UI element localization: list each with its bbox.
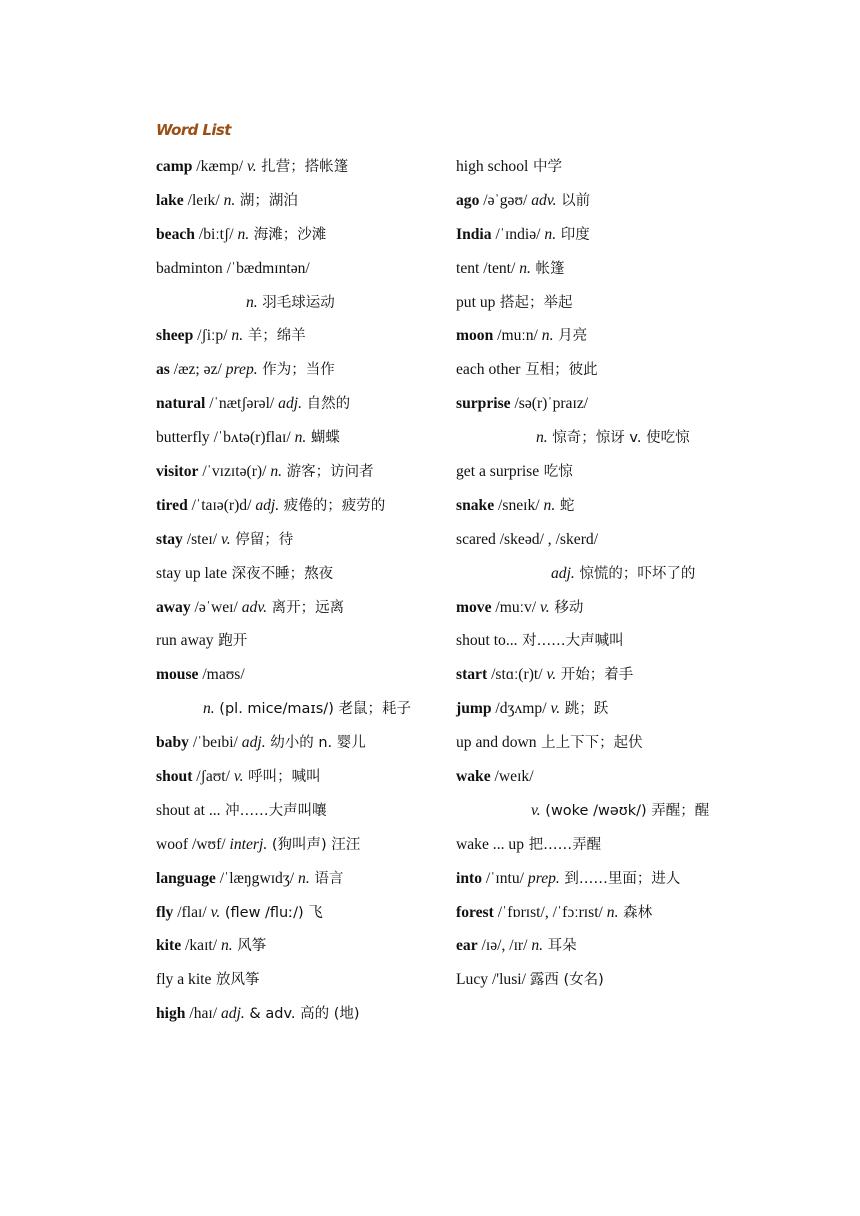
word-entry	[156, 830, 446, 864]
entry-part-of-speech: adv.	[241, 598, 268, 616]
entry-meaning: 互相；彼此	[520, 362, 598, 379]
entry-meaning: 深夜不睡；熬夜	[227, 565, 334, 582]
entry-word: stay up late	[156, 564, 228, 582]
entry-word: mouse	[156, 666, 199, 684]
entry-word: snake	[456, 496, 495, 514]
word-entry	[156, 423, 446, 457]
entry-word: beach	[156, 225, 195, 243]
word-entry	[156, 525, 446, 559]
entry-word: camp	[156, 158, 193, 175]
word-entry	[156, 220, 446, 254]
entry-word: fly a kite	[156, 971, 212, 989]
entry-meaning: 把……弄醒	[524, 836, 602, 853]
word-entry	[456, 389, 746, 423]
word-entry	[456, 457, 746, 491]
entry-meaning: 露西 (女名)	[529, 972, 604, 989]
entry-word: each other	[456, 361, 521, 379]
word-entry	[156, 254, 446, 288]
entry-part-of-speech: v.	[531, 801, 541, 819]
entry-word: high	[156, 1005, 186, 1023]
entry-part-of-speech: n.	[294, 429, 307, 447]
entry-meaning: 自然的	[301, 396, 351, 413]
word-entry	[456, 423, 746, 457]
entry-phonetic: /ɪə/, /ɪr/	[477, 937, 532, 955]
word-entry	[456, 220, 746, 254]
word-list-right-column	[456, 152, 746, 999]
entry-part-of-speech: n.	[270, 463, 283, 481]
entry-phonetic: /'lusi/	[488, 971, 530, 989]
entry-meaning: (woke /wəʊk/) 弄醒；醒	[540, 802, 710, 819]
word-entry	[156, 796, 446, 830]
word-entry	[456, 931, 746, 965]
entry-word: wake ... up	[456, 835, 524, 853]
entry-part-of-speech: n.	[541, 327, 554, 345]
entry-meaning: 幼小的 n. 婴儿	[265, 735, 366, 752]
entry-meaning: 游客；访问者	[282, 464, 374, 481]
entry-phonetic: /dʒʌmp/	[491, 700, 551, 718]
entry-phonetic: /tent/	[479, 259, 520, 277]
entry-meaning: 印度	[556, 226, 590, 243]
entry-phonetic: /kæmp/	[192, 158, 247, 175]
entry-part-of-speech: n.	[531, 937, 544, 955]
word-entry	[456, 660, 746, 694]
entry-meaning: 上上下下；起伏	[536, 735, 643, 752]
entry-part-of-speech: adj.	[551, 564, 575, 582]
entry-word: woof	[156, 835, 189, 853]
entry-word: high school	[456, 158, 529, 175]
entry-word: run away	[156, 632, 214, 650]
entry-phonetic: /kaɪt/	[181, 937, 221, 955]
entry-word: fly	[156, 903, 174, 921]
entry-phonetic: /ˈɪndiə/	[491, 225, 545, 243]
entry-part-of-speech: adj.	[255, 496, 280, 514]
entry-meaning: 惊慌的；吓坏了的	[574, 565, 696, 582]
word-entry	[456, 593, 746, 627]
entry-meaning: 疲倦的；疲劳的	[279, 497, 386, 514]
entry-meaning: 对……大声喊叫	[517, 633, 624, 650]
entry-part-of-speech: n.	[231, 327, 244, 345]
word-entry	[456, 355, 746, 389]
entry-meaning: 耳朵	[543, 938, 577, 955]
entry-word: kite	[156, 937, 182, 955]
word-entry	[456, 321, 746, 355]
entry-word: scared	[456, 530, 496, 548]
entry-phonetic: /ˈbeɪbi/	[188, 734, 242, 752]
entry-word: tired	[156, 496, 188, 514]
entry-word: sheep	[156, 327, 194, 345]
entry-meaning: 羊；绵羊	[243, 328, 306, 345]
entry-phonetic: /ˈnætʃərəl/	[205, 395, 279, 413]
entry-part-of-speech: n.	[223, 191, 236, 209]
entry-meaning: 离开；远离	[267, 599, 345, 616]
entry-part-of-speech: v.	[550, 700, 561, 718]
entry-part-of-speech: v.	[210, 903, 221, 921]
entry-meaning: 开始；着手	[556, 667, 634, 684]
entry-part-of-speech: v.	[540, 598, 550, 616]
entry-meaning: 帐篷	[530, 260, 565, 277]
entry-phonetic: /sə(r)ˈpraɪz/	[510, 395, 589, 413]
entry-word: baby	[156, 734, 189, 752]
entry-word: as	[156, 361, 170, 379]
entry-word: visitor	[156, 463, 199, 481]
word-entry	[156, 660, 446, 694]
entry-part-of-speech: prep.	[527, 869, 560, 887]
entry-phonetic: /ˈvɪzɪtə(r)/	[198, 463, 271, 481]
entry-word: put up	[456, 293, 496, 311]
entry-phonetic: /stɑː(r)t/	[487, 666, 547, 684]
entry-word: into	[456, 869, 482, 887]
entry-part-of-speech: v.	[246, 158, 257, 175]
word-entry	[156, 864, 446, 898]
word-entry	[156, 288, 446, 322]
entry-part-of-speech: n.	[237, 225, 250, 243]
entry-part-of-speech: n.	[298, 869, 310, 887]
entry-word: tent	[456, 259, 480, 277]
word-entry	[456, 626, 746, 660]
entry-part-of-speech: n.	[606, 903, 619, 921]
entry-part-of-speech: n.	[543, 496, 556, 514]
entry-part-of-speech: n.	[536, 429, 548, 447]
word-entry	[156, 321, 446, 355]
entry-phonetic: /maʊs/	[198, 666, 245, 684]
entry-part-of-speech: adv.	[531, 191, 557, 209]
entry-meaning: 扎营；搭帐篷	[256, 159, 349, 175]
entry-part-of-speech: v.	[233, 768, 244, 786]
entry-meaning: 语言	[309, 870, 344, 887]
word-entry	[456, 830, 746, 864]
entry-word: forest	[456, 903, 494, 921]
word-entry	[456, 694, 746, 728]
word-entry	[156, 728, 446, 762]
word-entry	[156, 559, 446, 593]
entry-part-of-speech: n.	[203, 700, 215, 718]
entry-phonetic: /ʃaʊt/	[192, 768, 234, 786]
entry-word: get a surprise	[456, 463, 540, 481]
entry-word: butterfly	[156, 429, 210, 447]
entry-meaning: (flew /fluː/) 飞	[220, 904, 323, 921]
entry-meaning: 湖；湖泊	[235, 192, 298, 209]
entry-word: start	[456, 666, 488, 684]
entry-phonetic: /muːv/	[491, 598, 541, 616]
entry-meaning: 以前	[556, 192, 591, 209]
entry-phonetic: /əˈgəʊ/	[479, 191, 532, 209]
page-title: Word List	[156, 121, 231, 139]
entry-word: surprise	[456, 395, 511, 413]
entry-phonetic: /flaɪ/	[173, 903, 211, 921]
word-entry	[456, 762, 746, 796]
word-entry	[456, 728, 746, 762]
entry-phonetic: /weɪk/	[490, 768, 534, 786]
word-entry	[156, 457, 446, 491]
word-entry	[156, 762, 446, 796]
entry-meaning: (pl. mice/maɪs/) 老鼠；耗子	[214, 701, 411, 718]
entry-phonetic: /leɪk/	[183, 191, 224, 209]
entry-meaning: 搭起；举起	[495, 294, 573, 311]
entry-meaning: 蛇	[555, 497, 575, 514]
entry-phonetic: /ˈtaɪə(r)d/	[187, 496, 256, 514]
entry-part-of-speech: adj.	[221, 1005, 245, 1023]
word-entry	[456, 254, 746, 288]
entry-meaning: 跑开	[213, 633, 248, 650]
entry-word: move	[456, 598, 492, 616]
word-entry	[456, 525, 746, 559]
entry-meaning: 呼叫；喊叫	[243, 769, 321, 786]
entry-part-of-speech: v.	[220, 530, 231, 548]
entry-word: ago	[456, 191, 480, 209]
entry-phonetic: /biːtʃ/	[194, 225, 238, 243]
entry-meaning: 作为；当作	[257, 362, 335, 379]
entry-word: jump	[456, 700, 492, 718]
entry-part-of-speech: n.	[544, 225, 557, 243]
word-entry	[456, 491, 746, 525]
entry-meaning: & adv. 高的 (地)	[244, 1006, 360, 1023]
entry-meaning: 蝴蝶	[306, 430, 340, 447]
entry-meaning: 中学	[528, 159, 562, 175]
entry-meaning: 跳；跃	[560, 701, 609, 718]
entry-word: moon	[456, 327, 494, 345]
word-entry	[156, 931, 446, 965]
entry-word: shout at ...	[156, 801, 221, 819]
entry-part-of-speech: adj.	[241, 734, 266, 752]
entry-meaning: 羽毛球运动	[257, 294, 335, 311]
entry-word: India	[456, 225, 492, 243]
entry-word: stay	[156, 530, 183, 548]
entry-word: language	[156, 869, 216, 887]
word-entry	[456, 288, 746, 322]
entry-phonetic: /ˈɪntu/	[482, 869, 528, 887]
word-entry	[156, 898, 446, 932]
word-entry	[156, 355, 446, 389]
entry-meaning: 到……里面；进人	[559, 870, 681, 887]
entry-word: shout to...	[456, 632, 518, 650]
entry-meaning: 吃惊	[539, 464, 573, 481]
entry-phonetic: /skeəd/ , /skerd/	[495, 530, 599, 548]
entry-meaning: 月亮	[553, 328, 588, 345]
entry-part-of-speech: prep.	[225, 361, 258, 379]
entry-meaning: 停留；待	[230, 531, 294, 548]
entry-word: shout	[156, 768, 193, 786]
entry-meaning: 风筝	[232, 938, 267, 955]
entry-part-of-speech: n.	[519, 259, 531, 277]
entry-word: up and down	[456, 734, 537, 752]
entry-meaning: 放风筝	[211, 972, 260, 989]
word-entry	[456, 898, 746, 932]
word-entry	[456, 965, 746, 999]
word-entry	[456, 186, 746, 220]
word-entry	[156, 152, 446, 186]
entry-meaning: 森林	[618, 904, 653, 921]
entry-meaning: 移动	[549, 599, 584, 616]
entry-part-of-speech: n.	[220, 937, 233, 955]
entry-meaning: 惊奇；惊讶 v. 使吃惊	[547, 430, 690, 447]
word-entry	[156, 626, 446, 660]
entry-phonetic: /steɪ/	[182, 530, 221, 548]
word-list-left-column	[156, 152, 446, 1033]
word-entry	[156, 694, 446, 728]
entry-phonetic: /sneɪk/	[494, 496, 544, 514]
entry-phonetic: /ʃiːp/	[193, 327, 232, 345]
entry-meaning: 冲……大声叫嚷	[220, 802, 327, 819]
word-entry	[456, 864, 746, 898]
entry-meaning: 海滩；沙滩	[249, 226, 327, 243]
entry-word: natural	[156, 395, 206, 413]
entry-meaning: (狗叫声) 汪汪	[267, 836, 361, 853]
entry-part-of-speech: interj.	[229, 835, 268, 853]
entry-phonetic: /ˈbʌtə(r)flaɪ/	[209, 429, 295, 447]
entry-word: lake	[156, 191, 184, 209]
word-entry	[156, 186, 446, 220]
word-entry	[156, 999, 446, 1033]
entry-word: wake	[456, 768, 491, 786]
entry-part-of-speech: n.	[246, 293, 258, 311]
entry-part-of-speech: adj.	[278, 395, 302, 413]
entry-phonetic: /ˈfɒrɪst/, /ˈfɔːrɪst/	[493, 903, 607, 921]
entry-word: ear	[456, 937, 478, 955]
word-entry	[156, 965, 446, 999]
entry-phonetic: /wʊf/	[188, 835, 230, 853]
word-entry	[156, 593, 446, 627]
entry-phonetic: /muːn/	[493, 327, 542, 345]
word-entry	[456, 559, 746, 593]
entry-phonetic: /ˈlæŋgwɪdʒ/	[215, 869, 299, 887]
word-entry	[456, 796, 746, 830]
word-entry	[156, 389, 446, 423]
entry-phonetic: /əˈweɪ/	[190, 598, 242, 616]
entry-word: away	[156, 598, 191, 616]
entry-word: Lucy	[456, 971, 489, 989]
entry-phonetic: /æz; əz/	[169, 361, 226, 379]
entry-part-of-speech: v.	[546, 666, 557, 684]
entry-word: badminton	[156, 259, 223, 277]
word-entry	[456, 152, 746, 186]
word-entry	[156, 491, 446, 525]
entry-phonetic: /haɪ/	[185, 1005, 221, 1023]
entry-phonetic: /ˈbædmɪntən/	[222, 259, 310, 277]
